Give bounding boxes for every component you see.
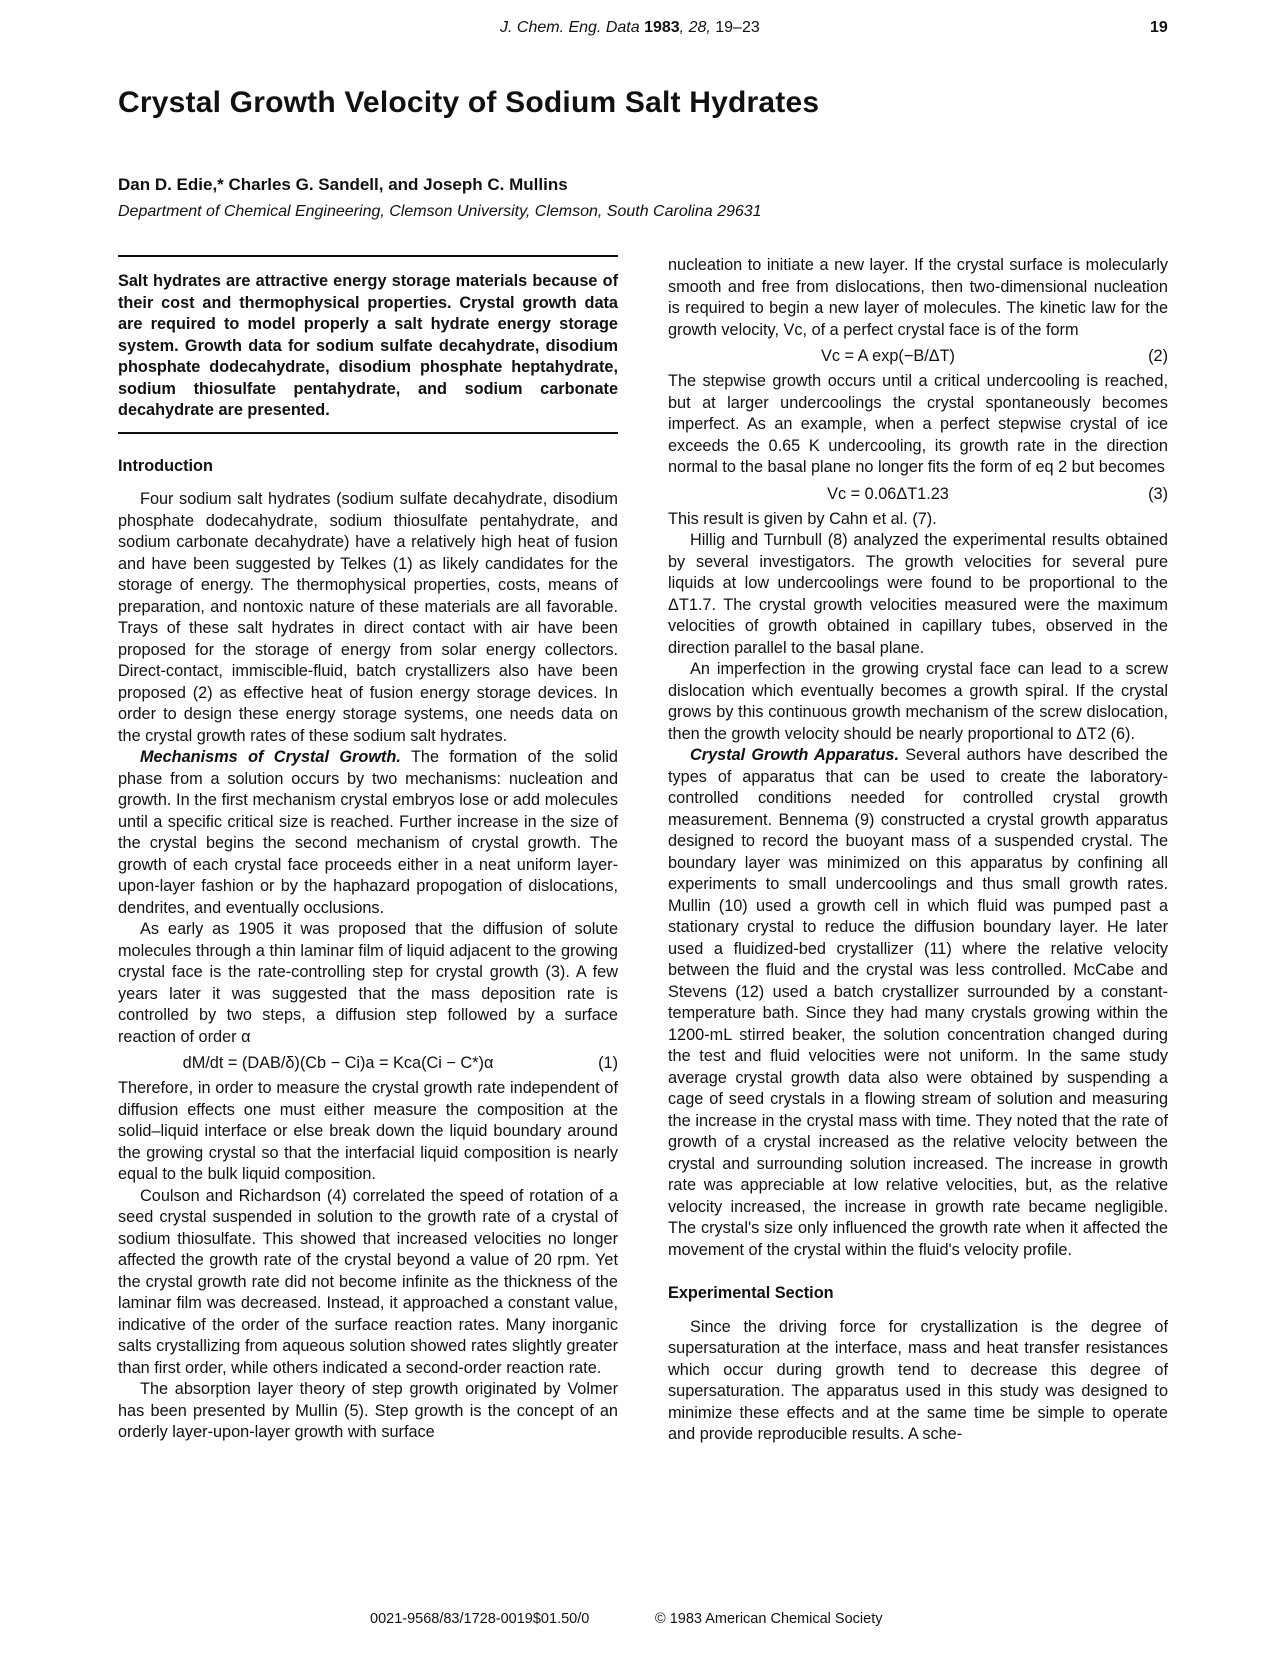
article-title: Crystal Growth Velocity of Sodium Salt Hydrates — [118, 86, 820, 119]
journal-citation: J. Chem. Eng. Data 1983, 28, 19–23 — [500, 19, 760, 36]
journal-name: J. Chem. Eng. Data — [500, 19, 640, 36]
section-heading-introduction: Introduction — [118, 456, 213, 475]
equation-2-expression: Vc = A exp(−B/ΔT) — [821, 347, 955, 365]
paragraph: The stepwise growth occurs until a critical undercooling is reached, but at larger undercoolings the crystal spontaneously becomes imperfect. As an example, when a perfect stepwise crystal of ice exceeds the 0.65 K undercooling, its growth rate in the direction normal to the basal plane no longer fits the form of eq 2 but becomes — [668, 372, 1168, 476]
copyright-notice: © 1983 American Chemical Society — [655, 1611, 883, 1627]
abstract-bottom-rule — [118, 432, 618, 434]
page-number: 19 — [1150, 19, 1168, 36]
paragraph: Therefore, in order to measure the crystal growth rate independent of diffusion effects one must either measure the composition at the solid–liquid interface or else break down the liquid boundary around the growing crystal so that the interfacial liquid composition is nearly equal to the bulk liquid composition. — [118, 1079, 618, 1183]
equation-2 — [668, 341, 1168, 371]
paragraph — [118, 747, 618, 919]
equation-1-expression: dM/dt = (DAB/δ)(Cb − Ci)a = Kca(Ci − C*)α — [182, 1054, 494, 1072]
paragraph: An imperfection in the growing crystal face can lead to a screw dislocation which eventually becomes a growth spiral. If the crystal grows by this continuous growth mechanism of the screw dislocation, then the growth velocity should be nearly proportional to ΔT2 (6). — [668, 660, 1168, 743]
right-column — [668, 255, 1168, 1446]
abstract-top-rule — [118, 255, 618, 257]
paragraph-text: Several authors have described the types of apparatus that can be used to create the laboratory-controlled conditions needed for controlled crystal growth measurement. Bennema (9) constructed a crystal growth apparatus designed to record the buoyant mass of a suspended crystal. The boundary layer was minimized on this apparatus by confining all experiments to small undercoolings and thus small growth rates. Mullin (10) used a growth cell in which fluid was pumped past a stationary crystal to reduce the diffusion boundary layer. He later used a fluidized-bed crystallizer (11) where the relative velocity between the fluid and the crystal was less controlled. McCabe and Stevens (12) used a batch crystallizer surrounded by a constant-temperature bath. Since they had many crystals growing within the 1200-mL stirred beaker, the solution concentration changed during the test and fluid velocities were not uniform. In the same study average crystal growth data also were obtained by suspending a cage of seed crystals in a flowing stream of solution and measuring the increase in the crystal mass with time. They noted that the rate of growth of a crystal increased as the relative velocity between the crystal and surrounding solution increased. The increase in growth rate was appreciable at low relative velocities, but, as the relative velocity increased, the increase in growth rate became negligible. The crystal's size only influenced the growth rate when it affected the movement of the crystal within the fluid's velocity profile. — [668, 746, 1168, 1259]
journal-year: 1983 — [644, 19, 680, 36]
left-column — [118, 255, 618, 1444]
equation-1 — [118, 1048, 618, 1078]
paragraph — [668, 745, 1168, 1261]
affiliation: Department of Chemical Engineering, Clemson University, Clemson, South Carolina 29631 — [118, 203, 762, 220]
paragraph-text: The formation of the solid phase from a solution occurs by two mechanisms: nucleation and growth. In the first mechanism crystal embryos lose or add molecules until a specific critical size is reached. Further increase in the size of the crystal begins the second mechanism of crystal growth. The growth of each crystal face proceeds either in a neat uniform layer-upon-layer fashion or by the haphazard propogation of dislocations, dendrites, and eventually occlusions. — [118, 748, 618, 917]
paragraph: The absorption layer theory of step growth originated by Volmer has been presented by Mullin (5). Step growth is the concept of an orderly layer-upon-layer growth with surface — [118, 1380, 618, 1441]
runin-heading-mechanisms: Mechanisms of Crystal Growth. — [140, 748, 401, 766]
equation-2-number: (2) — [1148, 347, 1168, 365]
paragraph: As early as 1905 it was proposed that the diffusion of solute molecules through a thin laminar film of liquid adjacent to the growing crystal face is the rate-controlling step for crystal growth (3). A few years later it was suggested that the mass deposition rate is controlled by two steps, a diffusion step followed by a surface reaction of order α — [118, 920, 618, 1046]
paragraph: Since the driving force for crystallization is the degree of supersaturation at the interface, mass and heat transfer resistances which occur during growth tend to decrease this degree of supersaturation. The apparatus used in this study was designed to minimize these effects and at the same time be simple to operate and provide reproducible results. A sche- — [668, 1317, 1168, 1443]
abstract: Salt hydrates are attractive energy storage materials because of their cost and thermophysical properties. Crystal growth data are required to model properly a salt hydrate energy storage system. Growth data for sodium sulfate decahydrate, disodium phosphate dodecahydrate, disodium phosphate heptahydrate, sodium thiosulfate pentahydrate, and sodium carbonate decahydrate are presented. — [118, 272, 618, 419]
running-head — [0, 19, 1283, 43]
author-list: Dan D. Edie,* Charles G. Sandell, and Joseph C. Mullins — [118, 175, 568, 194]
journal-pages: 19–23 — [715, 19, 760, 36]
issn-code: 0021-9568/83/1728-0019$01.50/0 — [370, 1611, 590, 1627]
runin-heading-apparatus: Crystal Growth Apparatus. — [690, 746, 899, 764]
paragraph: Hillig and Turnbull (8) analyzed the experimental results obtained by several investigators. The growth velocities for several pure liquids at low undercoolings were found to be proportional to the ΔT1.7. The crystal growth velocities measured were the maximum velocities of growth obtained in capillary tubes, observed in the direction parallel to the basal plane. — [668, 531, 1168, 657]
paragraph: This result is given by Cahn et al. (7). — [668, 509, 937, 528]
paragraph: Coulson and Richardson (4) correlated the speed of rotation of a seed crystal suspended in solution to the growth rate of a crystal of sodium thiosulfate. This showed that increased velocities no longer affected the growth rate of the crystal beyond a value of 20 rpm. Yet the crystal growth rate did not become infinite as the thickness of the laminar film was decreased. Instead, it approached a constant value, indicative of the order of the surface reaction rates. Many inorganic salts crystallizing from aqueous solution showed rates slightly greater than first order, while others indicated a second-order reaction rate. — [118, 1186, 618, 1377]
equation-3 — [668, 479, 1168, 509]
paragraph: nucleation to initiate a new layer. If the crystal surface is molecularly smooth and free from dislocations, then two-dimensional nucleation is required to begin a new layer of molecules. The kinetic law for the growth velocity, Vc, of a perfect crystal face is of the form — [668, 256, 1168, 339]
journal-volume: 28 — [688, 19, 707, 36]
equation-3-expression: Vc = 0.06ΔT1.23 — [827, 484, 949, 503]
equation-1-number: (1) — [598, 1054, 618, 1072]
paragraph: Four sodium salt hydrates (sodium sulfate decahydrate, disodium phosphate dodecahydrate, sodium thiosulfate pentahydrate, and sodium carbonate decahydrate) have a relatively high heat of fusion and have been suggested by Telkes (1) as likely candidates for the storage of energy. The thermophysical properties, costs, means of preparation, and nontoxic nature of these materials are all favorable. Trays of these salt hydrates in direct contact with air have been proposed for the storage of energy from solar energy collectors. Direct-contact, immiscible-fluid, batch crystallizers also have been proposed (2) as effective heat of fusion energy storage devices. In order to design these energy storage systems, one needs data on the crystal growth rates of these sodium salt hydrates. — [118, 490, 618, 745]
section-heading-experimental: Experimental Section — [668, 1284, 834, 1302]
equation-3-number: (3) — [1148, 484, 1168, 503]
